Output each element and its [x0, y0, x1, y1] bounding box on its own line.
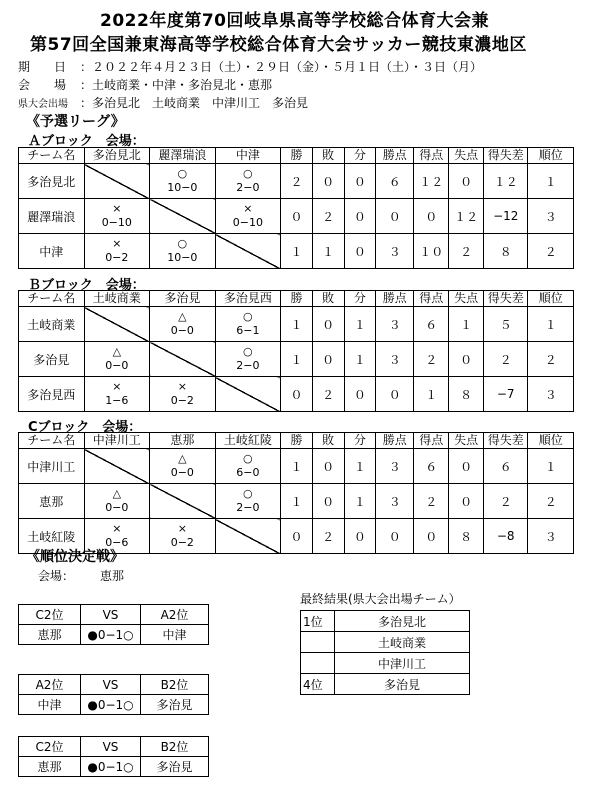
- stat-cell: １: [281, 342, 313, 377]
- stat-cell: １: [281, 484, 313, 519]
- result-mark: ×: [177, 522, 187, 535]
- match-teams-row: [19, 695, 209, 715]
- result-mark: ×: [112, 237, 122, 250]
- stat-cell: ２: [528, 234, 574, 269]
- stat-header: 得点: [414, 148, 449, 164]
- match-seeds-row: [19, 675, 209, 695]
- self-match-cell: [150, 342, 216, 377]
- stat-header: 失点: [449, 291, 484, 307]
- league-row: [19, 164, 574, 199]
- result-mark: ×: [177, 380, 187, 393]
- stat-cell: ３: [376, 449, 414, 484]
- result-mark: △: [112, 345, 122, 358]
- stat-cell: ６: [414, 449, 449, 484]
- league-header-row: [19, 433, 574, 449]
- final-row: [301, 653, 470, 674]
- ranking-match-table: [18, 604, 209, 645]
- team-name: 中津: [19, 234, 85, 269]
- stat-header: 敗: [312, 291, 344, 307]
- match-result-cell: [150, 234, 216, 269]
- self-match-cell: [150, 484, 216, 519]
- stat-cell: ０: [344, 519, 376, 554]
- opponent-header: 土岐商業: [84, 291, 150, 307]
- stat-cell: ０: [344, 164, 376, 199]
- opponent-header: 恵那: [150, 433, 216, 449]
- stat-cell: ０: [312, 449, 344, 484]
- stat-cell: ８: [484, 234, 528, 269]
- opponent-header: 中津川工: [84, 433, 150, 449]
- team-name: 土岐紅陵: [19, 519, 85, 554]
- stat-cell: ２: [414, 484, 449, 519]
- stat-header: 分: [344, 433, 376, 449]
- stat-cell: １: [281, 234, 313, 269]
- match-result-cell: [84, 377, 150, 412]
- match-result-cell: [150, 519, 216, 554]
- result-score: 2−0: [236, 501, 260, 514]
- league-row: [19, 199, 574, 234]
- result-score: 6−0: [236, 466, 260, 479]
- stat-cell: ２: [484, 484, 528, 519]
- league-row: [19, 307, 574, 342]
- result-score: 0−2: [170, 394, 194, 407]
- match-result-cell: [215, 307, 281, 342]
- self-match-cell: [215, 377, 281, 412]
- match-result-cell: [150, 377, 216, 412]
- stat-header: 勝: [281, 148, 313, 164]
- result-mark: ○: [243, 310, 253, 323]
- qualified-label: 県大会出場: [18, 99, 68, 110]
- team-name: 土岐商業: [19, 307, 85, 342]
- league-table-block-2: [18, 290, 574, 412]
- stat-cell: ８: [449, 377, 484, 412]
- stat-header: 勝: [281, 291, 313, 307]
- stat-cell: １２: [414, 164, 449, 199]
- result-mark: △: [178, 452, 187, 465]
- period-label: 期 日: [18, 60, 67, 74]
- stat-cell: ２: [449, 234, 484, 269]
- stat-cell: ０: [312, 164, 344, 199]
- team-left: 恵那: [19, 625, 81, 645]
- result-score: 0−2: [170, 536, 194, 549]
- result-score: 0−0: [105, 359, 129, 372]
- result-score: 0−0: [170, 466, 194, 479]
- result-score: 2−0: [236, 181, 260, 194]
- stat-cell: １: [528, 449, 574, 484]
- stat-cell: ０: [344, 234, 376, 269]
- stat-cell: −7: [484, 377, 528, 412]
- stat-cell: ３: [528, 377, 574, 412]
- stat-cell: ０: [312, 307, 344, 342]
- league-header-row: [19, 291, 574, 307]
- stat-header: 得点: [414, 433, 449, 449]
- stat-header: 得失差: [484, 433, 528, 449]
- stat-cell: ２: [528, 484, 574, 519]
- stat-header: 敗: [312, 148, 344, 164]
- stat-header: 勝点: [376, 291, 414, 307]
- stat-cell: ０: [312, 484, 344, 519]
- league-row: [19, 342, 574, 377]
- league-row: [19, 234, 574, 269]
- self-match-cell: [215, 519, 281, 554]
- seed-left: C2位: [19, 605, 81, 625]
- stat-cell: ０: [344, 377, 376, 412]
- stat-cell: １: [344, 484, 376, 519]
- versus-label: VS: [81, 675, 141, 695]
- versus-label: VS: [81, 605, 141, 625]
- venue-value: ：土岐商業・中津・多治見北・恵那: [80, 78, 273, 92]
- stat-cell: ８: [449, 519, 484, 554]
- final-row: [301, 674, 470, 695]
- team-name-header: チーム名: [19, 148, 85, 164]
- qualified-value: ：多治見北 土岐商業 中津川工 多治見: [80, 96, 309, 110]
- match-result-cell: [150, 164, 216, 199]
- stat-cell: ２: [312, 377, 344, 412]
- match-teams-row: [19, 757, 209, 777]
- stat-cell: １２: [449, 199, 484, 234]
- stat-header: 勝点: [376, 433, 414, 449]
- seed-right: B2位: [141, 675, 209, 695]
- opponent-header: 多治見西: [215, 291, 281, 307]
- match-result-cell: [215, 199, 281, 234]
- stat-cell: ０: [344, 199, 376, 234]
- match-result-cell: [215, 484, 281, 519]
- stat-cell: ０: [449, 342, 484, 377]
- result-score: 1−6: [105, 394, 129, 407]
- stat-cell: ２: [484, 342, 528, 377]
- opponent-header: 多治見: [150, 291, 216, 307]
- stat-cell: ０: [281, 519, 313, 554]
- result-mark: ×: [112, 522, 122, 535]
- ranking-venue-value: 恵那: [100, 569, 125, 583]
- opponent-header: 中津: [215, 148, 281, 164]
- league-header-row: [19, 148, 574, 164]
- league-table-block-3: [18, 432, 574, 554]
- stat-cell: ３: [376, 342, 414, 377]
- match-result: ●0−1○: [81, 625, 141, 645]
- stat-cell: １: [344, 449, 376, 484]
- stat-cell: ０: [449, 484, 484, 519]
- block-b-title: Ｂブロック 会場：: [28, 278, 145, 293]
- seed-left: C2位: [19, 737, 81, 757]
- match-result-cell: [84, 234, 150, 269]
- stat-cell: １: [449, 307, 484, 342]
- final-rank: 1位: [301, 611, 335, 632]
- ranking-title: 《順位決定戦》: [26, 549, 124, 565]
- stat-cell: ０: [281, 199, 313, 234]
- league-row: [19, 377, 574, 412]
- stat-header: 勝: [281, 433, 313, 449]
- stat-cell: ０: [281, 377, 313, 412]
- prelim-title: 《予選リーグ》: [26, 114, 125, 130]
- stat-cell: １: [344, 342, 376, 377]
- ranking-venue-label: 会場：: [38, 569, 75, 583]
- match-seeds-row: [19, 605, 209, 625]
- stat-cell: ０: [414, 519, 449, 554]
- final-team: 中津川工: [335, 653, 470, 674]
- stat-header: 分: [344, 291, 376, 307]
- stat-cell: ０: [376, 377, 414, 412]
- team-name: 多治見北: [19, 164, 85, 199]
- stat-cell: ６: [484, 449, 528, 484]
- stat-cell: ２: [281, 164, 313, 199]
- final-title: 最終結果(県大会出場チーム）: [300, 592, 461, 606]
- final-rank: [301, 653, 335, 674]
- final-team: 多治見北: [335, 611, 470, 632]
- league-row: [19, 484, 574, 519]
- final-team: 多治見: [335, 674, 470, 695]
- stat-cell: １: [281, 449, 313, 484]
- result-score: 0−10: [232, 216, 263, 229]
- seed-left: A2位: [19, 675, 81, 695]
- final-rank: 4位: [301, 674, 335, 695]
- stat-header: 得点: [414, 291, 449, 307]
- ranking-match-table: [18, 674, 209, 715]
- result-mark: ×: [112, 380, 122, 393]
- match-result: ●0−1○: [81, 757, 141, 777]
- team-name: 中津川工: [19, 449, 85, 484]
- team-right: 多治見: [141, 757, 209, 777]
- match-result-cell: [215, 449, 281, 484]
- match-result-cell: [84, 342, 150, 377]
- title-line-2: 第57回全国兼東海高等学校総合体育大会サッカー競技東濃地区: [30, 35, 527, 55]
- seed-right: A2位: [141, 605, 209, 625]
- stat-cell: ０: [376, 199, 414, 234]
- stat-cell: １: [281, 307, 313, 342]
- match-seeds-row: [19, 737, 209, 757]
- stat-cell: −12: [484, 199, 528, 234]
- block-a-title: Ａブロック 会場：: [28, 134, 145, 149]
- stat-cell: ６: [414, 307, 449, 342]
- ranking-match-table: [18, 736, 209, 777]
- stat-cell: ３: [528, 519, 574, 554]
- result-mark: ×: [243, 202, 253, 215]
- result-mark: ○: [243, 345, 253, 358]
- self-match-cell: [215, 234, 281, 269]
- team-right: 多治見: [141, 695, 209, 715]
- stat-header: 順位: [528, 148, 574, 164]
- stat-header: 勝点: [376, 148, 414, 164]
- stat-cell: ３: [376, 307, 414, 342]
- match-result-cell: [215, 342, 281, 377]
- result-mark: ×: [112, 202, 122, 215]
- stat-cell: １: [414, 377, 449, 412]
- final-row: [301, 611, 470, 632]
- stat-cell: ０: [449, 449, 484, 484]
- stat-cell: ０: [449, 164, 484, 199]
- result-mark: △: [112, 487, 122, 500]
- versus-label: VS: [81, 737, 141, 757]
- stat-header: 順位: [528, 291, 574, 307]
- self-match-cell: [84, 449, 150, 484]
- stat-header: 失点: [449, 148, 484, 164]
- block-c-title: Cブロック 会場：: [28, 420, 142, 435]
- opponent-header: 麗澤瑞浪: [150, 148, 216, 164]
- match-result-cell: [84, 484, 150, 519]
- team-name-header: チーム名: [19, 433, 85, 449]
- league-row: [19, 449, 574, 484]
- seed-right: B2位: [141, 737, 209, 757]
- opponent-header: 多治見北: [84, 148, 150, 164]
- result-mark: ○: [243, 452, 253, 465]
- stat-cell: ０: [376, 519, 414, 554]
- stat-cell: １: [528, 164, 574, 199]
- self-match-cell: [84, 307, 150, 342]
- match-result-cell: [215, 164, 281, 199]
- stat-cell: ５: [484, 307, 528, 342]
- result-mark: △: [178, 310, 187, 323]
- stat-cell: １: [312, 234, 344, 269]
- final-rank: [301, 632, 335, 653]
- stat-header: 敗: [312, 433, 344, 449]
- opponent-header: 土岐紅陵: [215, 433, 281, 449]
- stat-cell: −8: [484, 519, 528, 554]
- stat-cell: ２: [312, 199, 344, 234]
- stat-header: 得失差: [484, 148, 528, 164]
- match-result-cell: [150, 307, 216, 342]
- stat-cell: ３: [376, 234, 414, 269]
- stat-cell: ０: [312, 342, 344, 377]
- stat-header: 失点: [449, 433, 484, 449]
- stat-header: 順位: [528, 433, 574, 449]
- team-name: 多治見: [19, 342, 85, 377]
- final-row: [301, 632, 470, 653]
- stat-cell: １０: [414, 234, 449, 269]
- stat-cell: １: [528, 307, 574, 342]
- stat-cell: ３: [376, 484, 414, 519]
- result-score: 0−0: [170, 324, 194, 337]
- match-result-cell: [84, 199, 150, 234]
- result-score: 6−1: [236, 324, 260, 337]
- stat-cell: ２: [528, 342, 574, 377]
- team-right: 中津: [141, 625, 209, 645]
- match-result: ●0−1○: [81, 695, 141, 715]
- period-value: ：２０２２年４月２３日（土）・２９日（金）・５月１日（土）・３日（月）: [80, 60, 483, 74]
- final-team: 土岐商業: [335, 632, 470, 653]
- league-table-block-1: [18, 147, 574, 269]
- result-score: 0−0: [105, 501, 129, 514]
- result-score: 2−0: [236, 359, 260, 372]
- result-score: 0−2: [105, 251, 129, 264]
- result-score: 10−0: [167, 181, 198, 194]
- team-name-header: チーム名: [19, 291, 85, 307]
- stat-header: 分: [344, 148, 376, 164]
- stat-cell: ６: [376, 164, 414, 199]
- result-score: 0−10: [101, 216, 132, 229]
- stat-cell: １: [344, 307, 376, 342]
- self-match-cell: [150, 199, 216, 234]
- stat-cell: ２: [414, 342, 449, 377]
- title-line-1: 2022年度第70回岐阜県高等学校総合体育大会兼: [100, 11, 489, 31]
- result-mark: ○: [177, 237, 188, 250]
- team-left: 恵那: [19, 757, 81, 777]
- self-match-cell: [84, 164, 150, 199]
- stat-header: 得失差: [484, 291, 528, 307]
- result-mark: ○: [243, 487, 253, 500]
- result-mark: ○: [177, 167, 188, 180]
- match-teams-row: [19, 625, 209, 645]
- stat-cell: ３: [528, 199, 574, 234]
- result-score: 10−0: [167, 251, 198, 264]
- team-name: 恵那: [19, 484, 85, 519]
- venue-label: 会 場: [18, 78, 67, 92]
- stat-cell: ０: [414, 199, 449, 234]
- team-left: 中津: [19, 695, 81, 715]
- stat-cell: ２: [312, 519, 344, 554]
- result-score: 0−6: [105, 536, 129, 549]
- result-mark: ○: [243, 167, 253, 180]
- team-name: 多治見西: [19, 377, 85, 412]
- final-result-table: [300, 610, 470, 695]
- match-result-cell: [150, 449, 216, 484]
- team-name: 麗澤瑞浪: [19, 199, 85, 234]
- stat-cell: １２: [484, 164, 528, 199]
